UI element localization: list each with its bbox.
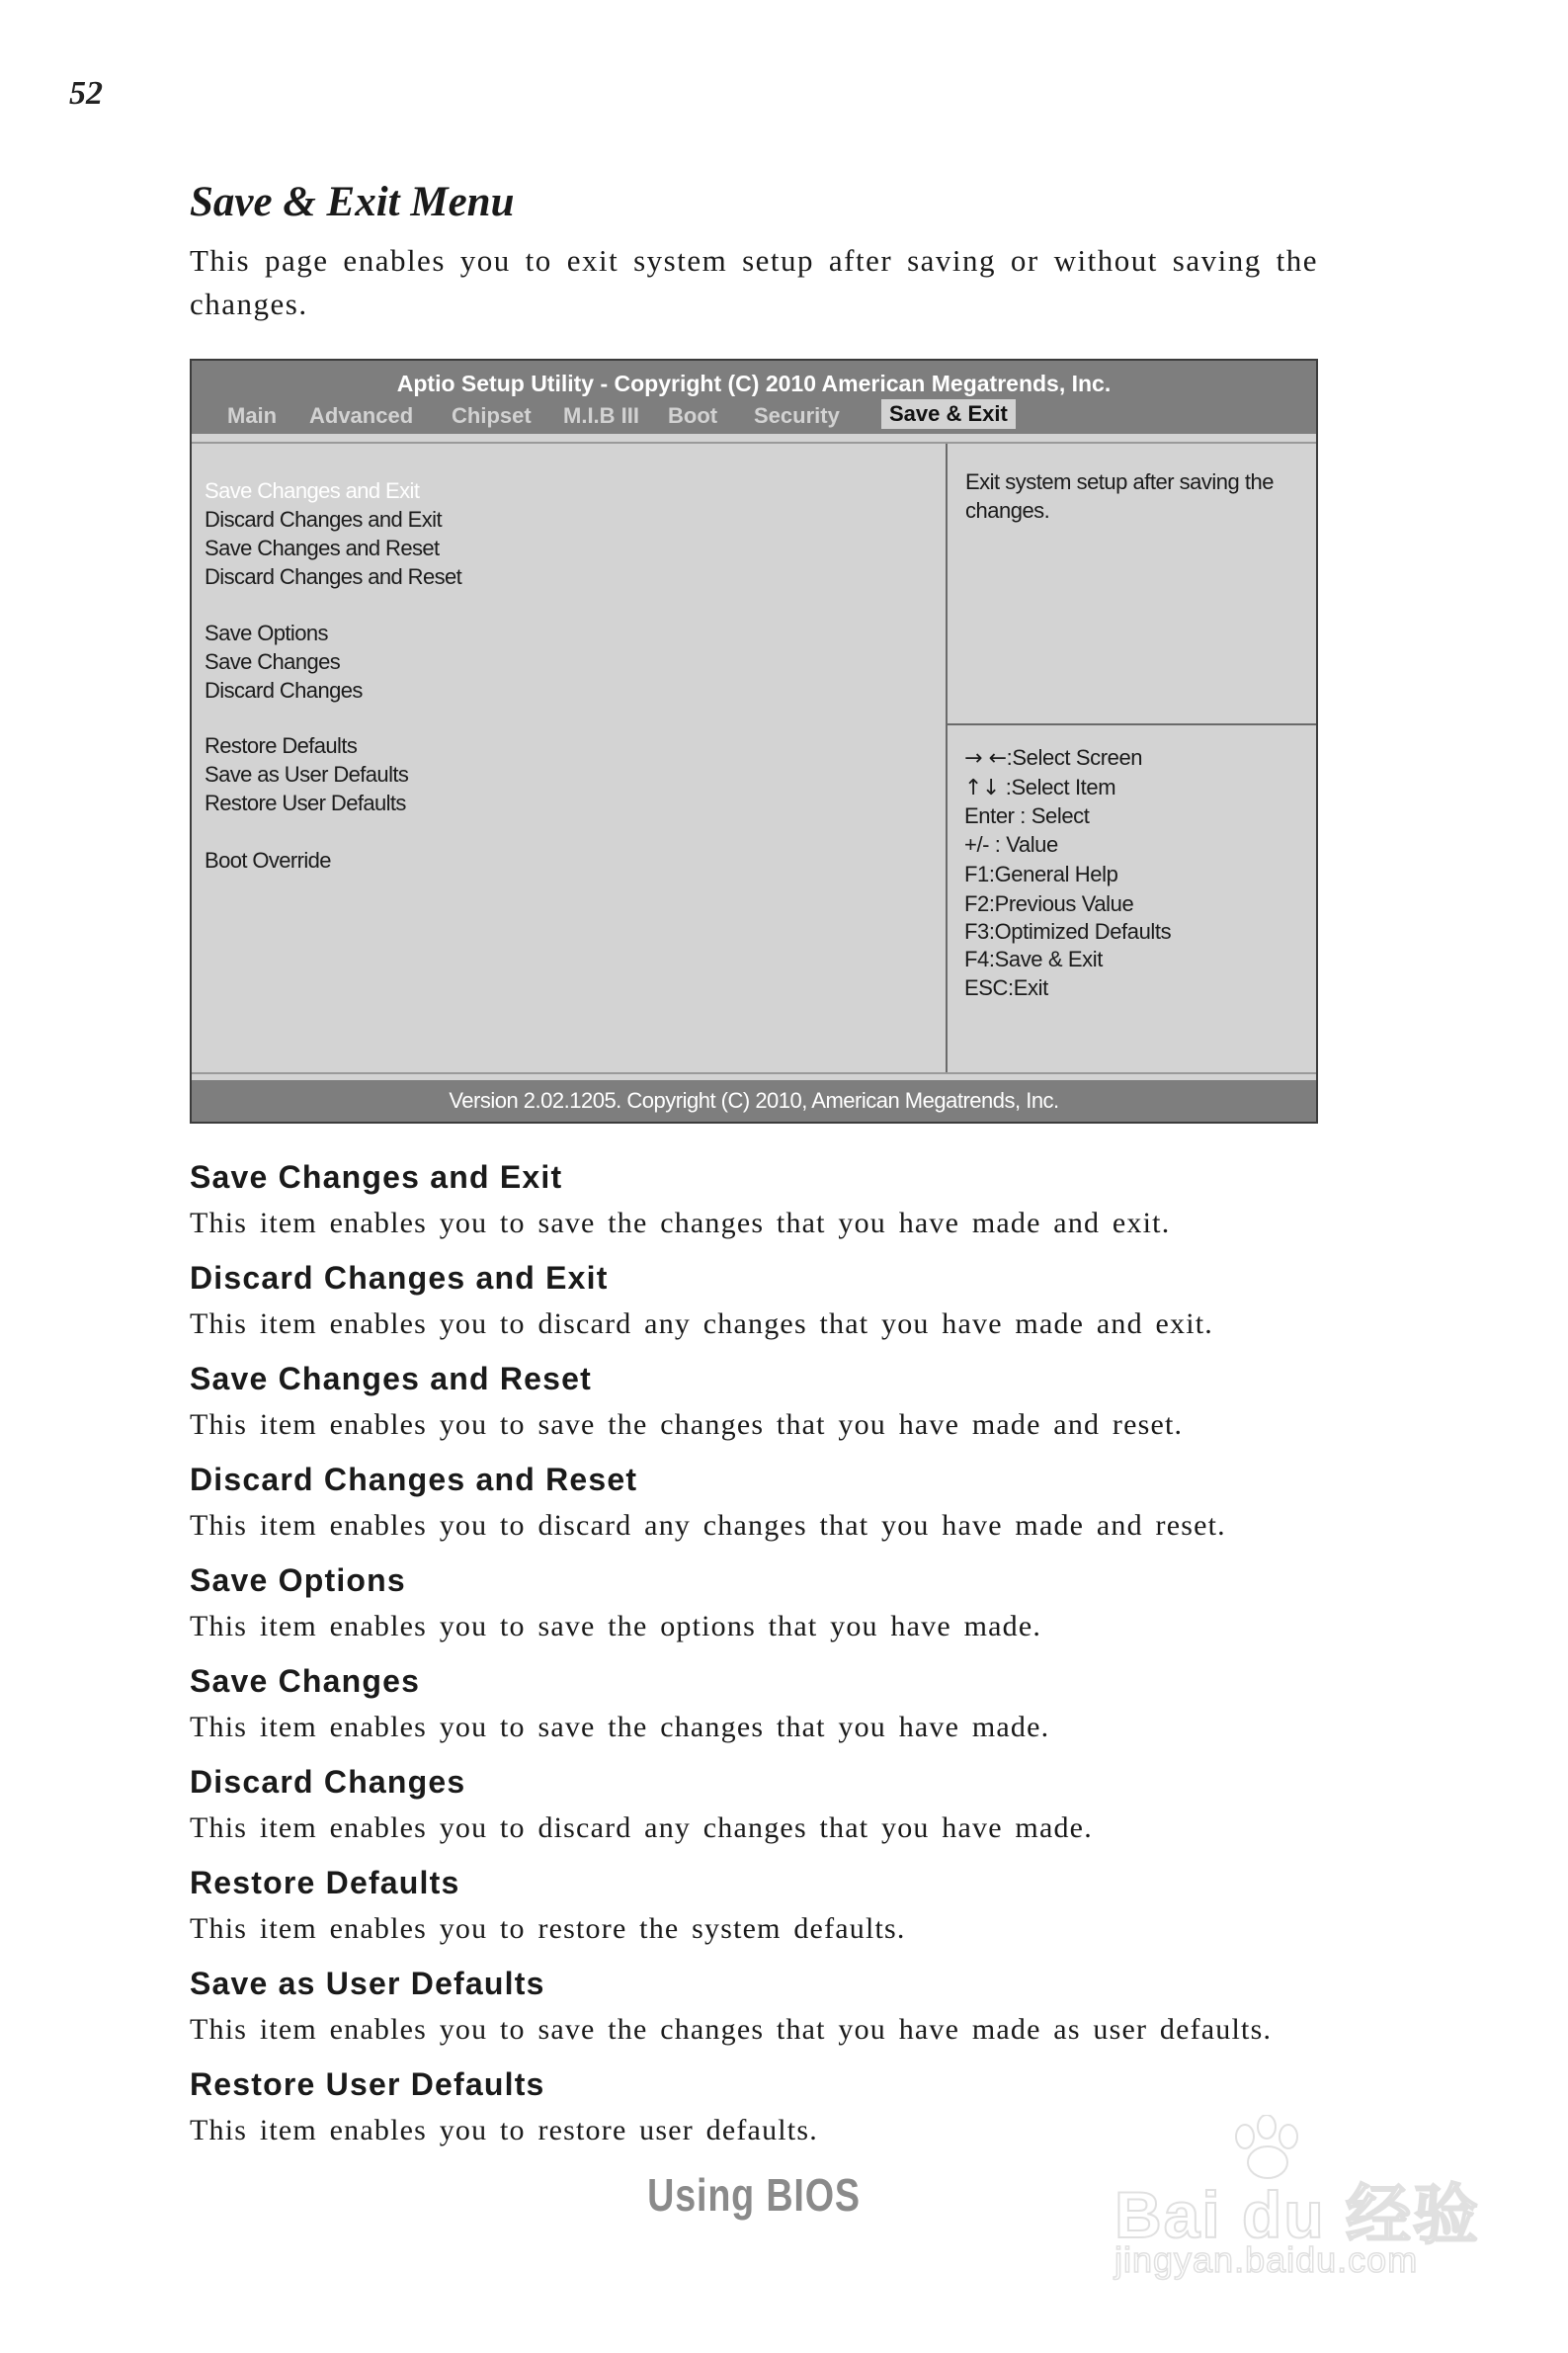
- desc-heading: Save Changes and Exit: [190, 1159, 563, 1195]
- bios-item-help: [948, 444, 1316, 725]
- bios-item-discard-changes-and-exit[interactable]: Discard Changes and Exit: [205, 507, 442, 532]
- tab-advanced[interactable]: Advanced: [309, 403, 414, 428]
- help-text: Exit system setup after saving the changes.: [965, 469, 1274, 523]
- tab-mib-iii[interactable]: M.I.B III: [563, 403, 639, 428]
- bios-item-save-options[interactable]: Save Options: [205, 621, 328, 645]
- watermark-url: jingyan.baidu.com: [1114, 2239, 1419, 2280]
- bios-item-save-changes-and-reset[interactable]: Save Changes and Reset: [205, 536, 440, 560]
- desc-save-changes-and-exit: [190, 1154, 1318, 1255]
- key-f4-save-exit: F4:Save & Exit: [964, 947, 1103, 971]
- desc-heading: Save Options: [190, 1562, 406, 1598]
- tab-chipset[interactable]: Chipset: [452, 403, 532, 428]
- desc-heading: Discard Changes and Reset: [190, 1462, 638, 1497]
- desc-save-changes: [190, 1658, 1318, 1759]
- bios-menu-panel: [192, 444, 948, 1072]
- desc-text: This item enables you to discard any changes that you have made and exit.: [190, 1307, 1213, 1340]
- key-f3-defaults: F3:Optimized Defaults: [964, 919, 1172, 944]
- page-number: 52: [69, 75, 103, 112]
- bios-header: [192, 361, 1316, 434]
- key-enter-select: Enter : Select: [964, 803, 1090, 828]
- desc-text: This item enables you to restore the system defaults.: [190, 1912, 906, 1945]
- desc-discard-changes-and-exit: [190, 1255, 1318, 1356]
- desc-text: This item enables you to discard any changes that you have made.: [190, 1811, 1093, 1844]
- key-select-item: ↑↓ :Select Item: [964, 775, 1116, 800]
- key-select-screen: → ←:Select Screen: [964, 745, 1143, 771]
- key-value: +/- : Value: [964, 832, 1058, 857]
- bios-item-restore-user-defaults[interactable]: Restore User Defaults: [205, 791, 406, 815]
- watermark-brand: Bai du 经验: [1114, 2178, 1481, 2251]
- desc-discard-changes: [190, 1759, 1318, 1860]
- desc-heading: Restore User Defaults: [190, 2066, 545, 2102]
- tab-security[interactable]: Security: [754, 403, 840, 428]
- key-f2-previous: F2:Previous Value: [964, 891, 1134, 916]
- bios-item-boot-override[interactable]: Boot Override: [205, 848, 331, 873]
- bios-item-restore-defaults[interactable]: Restore Defaults: [205, 733, 358, 758]
- desc-text: This item enables you to save the changes that you have made as user defaults.: [190, 2013, 1273, 2046]
- desc-restore-defaults: [190, 1860, 1318, 1961]
- tab-main[interactable]: Main: [227, 403, 278, 428]
- baidu-watermark: [1095, 2115, 1490, 2293]
- desc-text: This item enables you to save the options that you have made.: [190, 1610, 1042, 1642]
- bios-item-discard-changes[interactable]: Discard Changes: [205, 678, 363, 703]
- desc-text: This item enables you to discard any changes that you have made and reset.: [190, 1509, 1226, 1542]
- desc-save-as-user-defaults: [190, 1961, 1318, 2061]
- bios-item-discard-changes-and-reset[interactable]: Discard Changes and Reset: [205, 564, 462, 589]
- bios-footer: Version 2.02.1205. Copyright (C) 2010, American Megatrends, Inc.: [192, 1080, 1316, 1122]
- desc-heading: Discard Changes: [190, 1764, 466, 1800]
- left-right-arrows-icon: → ←: [964, 746, 1007, 771]
- desc-text: This item enables you to save the changes that you have made and exit.: [190, 1207, 1171, 1239]
- desc-heading: Save Changes: [190, 1663, 421, 1699]
- bios-title: Aptio Setup Utility - Copyright (C) 2010 American Megatrends, Inc.: [396, 371, 1112, 396]
- desc-heading: Save as User Defaults: [190, 1966, 545, 2001]
- chapter-footer-title: Using BIOS: [647, 2169, 861, 2221]
- bios-screenshot: [190, 359, 1318, 1124]
- up-down-arrows-icon: ↑↓: [964, 776, 1001, 800]
- item-descriptions: [190, 1154, 1318, 2162]
- tab-boot[interactable]: Boot: [668, 403, 718, 428]
- desc-heading: Save Changes and Reset: [190, 1361, 592, 1396]
- desc-save-options: [190, 1557, 1318, 1658]
- desc-save-changes-and-reset: [190, 1356, 1318, 1457]
- desc-heading: Discard Changes and Exit: [190, 1260, 609, 1296]
- desc-heading: Restore Defaults: [190, 1865, 460, 1900]
- bios-body: [192, 442, 1316, 1074]
- bios-help-panel: [948, 444, 1316, 1072]
- key-esc-exit: ESC:Exit: [964, 975, 1048, 1000]
- section-title: Save & Exit Menu: [190, 179, 515, 225]
- desc-discard-changes-and-reset: [190, 1457, 1318, 1557]
- bios-item-save-changes[interactable]: Save Changes: [205, 649, 341, 674]
- bios-item-save-changes-and-exit[interactable]: Save Changes and Exit: [205, 478, 420, 503]
- bios-item-save-as-user-defaults[interactable]: Save as User Defaults: [205, 762, 409, 787]
- desc-text: This item enables you to save the changes that you have made and reset.: [190, 1408, 1184, 1441]
- tab-save-exit[interactable]: Save & Exit: [881, 399, 1016, 429]
- desc-text: This item enables you to save the changes that you have made.: [190, 1711, 1050, 1743]
- desc-text: This item enables you to restore user defaults.: [190, 2114, 818, 2146]
- section-intro: This page enables you to exit system setup after saving or without saving the changes.: [190, 243, 1318, 321]
- key-f1-help: F1:General Help: [964, 862, 1118, 886]
